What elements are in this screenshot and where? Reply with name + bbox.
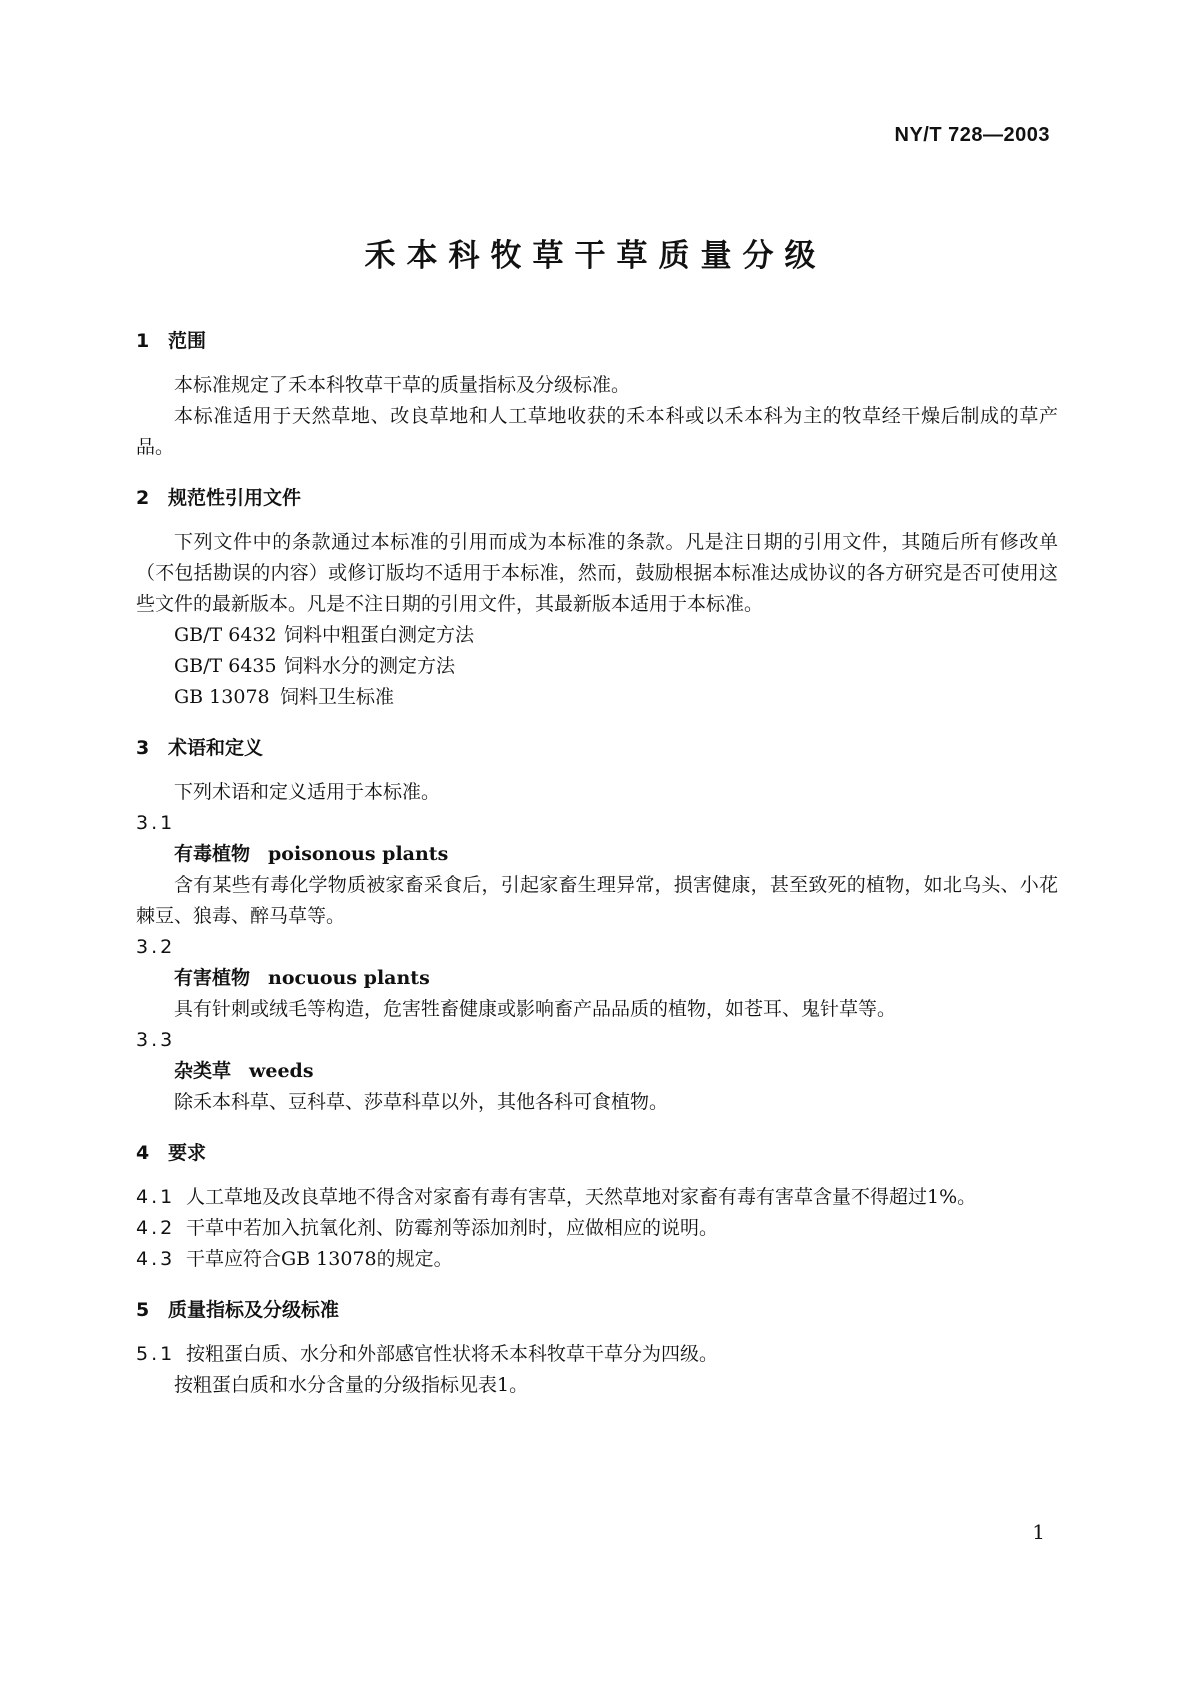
section-number: 1	[136, 330, 150, 352]
section-title: 质量指标及分级标准	[168, 1299, 340, 1321]
term-zh: 杂类草	[174, 1060, 232, 1082]
term-definition: 除禾本科草、豆科草、莎草科草以外，其他各科可食植物。	[174, 1091, 669, 1113]
requirement-text: 按粗蛋白质、水分和外部感官性状将禾本科牧草干草分为四级。	[186, 1343, 719, 1365]
terms-intro: 下列术语和定义适用于本标准。	[174, 781, 441, 803]
reference-code: GB/T 6435	[174, 655, 277, 677]
section-title: 要求	[168, 1142, 207, 1164]
term-number: 3.3	[136, 1029, 176, 1051]
reference-code: GB 13078	[174, 686, 270, 708]
section-title: 术语和定义	[168, 737, 264, 759]
requirement-number: 5.1	[136, 1343, 176, 1365]
section-heading-quality-grading	[136, 1295, 1058, 1325]
term-en: weeds	[249, 1060, 314, 1082]
standard-code: NY/T 728—2003	[894, 124, 1050, 146]
grading-paragraph: 按粗蛋白质和水分含量的分级指标见表1。	[174, 1374, 529, 1396]
reference-name: 饲料中粗蛋白测定方法	[284, 624, 475, 646]
section-heading-terms	[136, 733, 1058, 763]
term-heading	[136, 839, 1058, 870]
term-definition: 含有某些有毒化学物质被家畜采食后，引起家畜生理异常，损害健康，甚至致死的植物，如北乌头、小花棘豆、狼毒、醉马草等。	[136, 874, 1058, 927]
requirement-number: 4.3	[136, 1248, 176, 1270]
reference-name: 饲料水分的测定方法	[284, 655, 456, 677]
references-paragraph: 下列文件中的条款通过本标准的引用而成为本标准的条款。凡是注日期的引用文件，其随后所有修改单（不包括勘误的内容）或修订版均不适用于本标准，然而，鼓励根据本标准达成协议的各方研究是否可使用这些文件的最新版本。凡是不注日期的引用文件，其最新版本适用于本标准。	[136, 531, 1058, 615]
term-en: nocuous plants	[268, 967, 430, 989]
requirement-item	[136, 1244, 1058, 1275]
requirement-text: 干草应符合GB 13078的规定。	[186, 1248, 453, 1270]
term-heading	[136, 1056, 1058, 1087]
section-heading-scope	[136, 326, 1058, 356]
requirement-number: 4.1	[136, 1186, 176, 1208]
scope-paragraph-2: 本标准适用于天然草地、改良草地和人工草地收获的禾本科或以禾本科为主的牧草经干燥后制成的草产品。	[136, 405, 1058, 458]
section-number: 3	[136, 737, 150, 759]
term-definition: 具有针刺或绒毛等构造，危害牲畜健康或影响畜产品品质的植物，如苍耳、鬼针草等。	[174, 998, 897, 1020]
section-heading-normative-references	[136, 483, 1058, 513]
term-number: 3.2	[136, 936, 176, 958]
section-number: 2	[136, 487, 150, 509]
section-title: 范围	[168, 330, 207, 352]
scope-paragraph-1: 本标准规定了禾本科牧草干草的质量指标及分级标准。	[174, 374, 631, 396]
term-heading	[136, 963, 1058, 994]
requirement-item	[136, 1213, 1058, 1244]
requirement-text: 人工草地及改良草地不得含对家畜有毒有害草，天然草地对家畜有毒有害草含量不得超过1%。	[186, 1186, 977, 1208]
term-number: 3.1	[136, 812, 176, 834]
requirement-item	[136, 1182, 1058, 1213]
reference-item	[136, 651, 1058, 682]
reference-code: GB/T 6432	[174, 624, 277, 646]
section-number: 5	[136, 1299, 150, 1321]
term-zh: 有害植物	[174, 967, 251, 989]
reference-item	[136, 620, 1058, 651]
section-heading-requirements	[136, 1138, 1058, 1168]
requirement-item	[136, 1339, 1058, 1370]
term-zh: 有毒植物	[174, 843, 251, 865]
section-number: 4	[136, 1142, 150, 1164]
document-body	[136, 326, 1058, 1401]
reference-name: 饲料卫生标准	[280, 686, 395, 708]
section-title: 规范性引用文件	[168, 487, 302, 509]
document-title: 禾本科牧草干草质量分级	[364, 238, 827, 274]
requirement-number: 4.2	[136, 1217, 176, 1239]
reference-item	[136, 682, 1058, 713]
term-en: poisonous plants	[268, 843, 449, 865]
page-number: 1	[1032, 1520, 1045, 1544]
requirement-text: 干草中若加入抗氧化剂、防霉剂等添加剂时，应做相应的说明。	[186, 1217, 719, 1239]
